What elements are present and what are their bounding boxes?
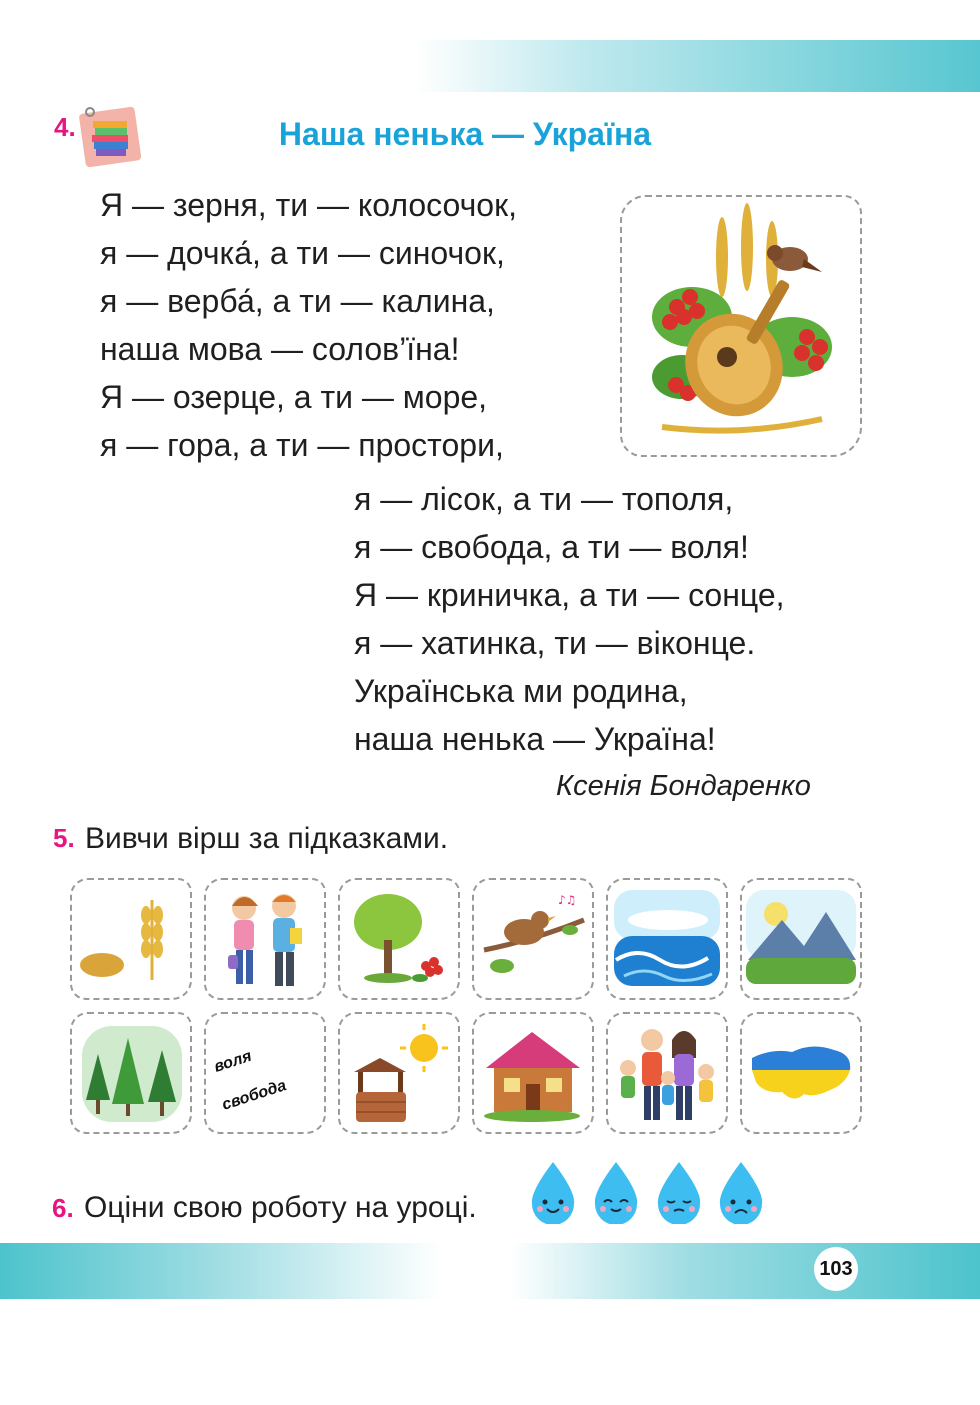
- poem-line: наша ненька — Україна!: [354, 721, 716, 757]
- hint-card-family: [606, 1012, 728, 1134]
- poem-line: Українська ми родина,: [354, 673, 688, 709]
- poem-line: я — дочка́, а ти — синочок,: [100, 235, 505, 271]
- poem-line: я — гора, а ти — простори,: [100, 427, 504, 463]
- ukraine-map-icon: [742, 1014, 860, 1132]
- nightingale-icon: [474, 880, 592, 998]
- header-band: [415, 40, 980, 92]
- willow-and-viburnum-icon: [340, 880, 458, 998]
- poem-line: наша мова — солов’їна!: [100, 331, 460, 367]
- poem-line: Я — зерня, ти — колосочок,: [100, 187, 517, 223]
- smiling-drop-icon[interactable]: [591, 1160, 641, 1224]
- poem-line: Я — озерце, а ти — море,: [100, 379, 488, 415]
- poem-author: Ксенія Бондаренко: [556, 770, 811, 802]
- hint-card-house: [472, 1012, 594, 1134]
- poem-line: я — свобода, а ти — воля!: [354, 529, 749, 565]
- poem-stanza-1: [100, 181, 517, 469]
- svg-text:♪♫: ♪♫: [558, 893, 577, 907]
- task-6-instruction: Оціни свою роботу на уроці.: [84, 1191, 477, 1224]
- hint-card-mountains: [740, 878, 862, 1000]
- well-and-sun-icon: [340, 1014, 458, 1132]
- poem-line: я — хатинка, ти — віконце.: [354, 625, 756, 661]
- word-volya: воля: [211, 1047, 254, 1076]
- poem-line: я — верба́, а ти — калина,: [100, 283, 495, 319]
- mountains-icon: [742, 880, 860, 998]
- hint-card-well: [338, 1012, 460, 1134]
- task-4-number: 4.: [54, 112, 76, 142]
- poem-title: Наша ненька — Україна: [278, 116, 652, 152]
- task-6-number: 6.: [52, 1193, 74, 1223]
- hint-card-ukraine: [740, 1012, 862, 1134]
- family-icon: [608, 1014, 726, 1132]
- house-icon: [474, 1014, 592, 1132]
- wheat-grain-icon: [72, 880, 190, 998]
- task-5-number: 5.: [53, 823, 75, 853]
- page-number: 103: [814, 1247, 858, 1291]
- bandura-illustration: [620, 195, 862, 457]
- hint-card-children: [204, 878, 326, 1000]
- forest-icon: [72, 1014, 190, 1132]
- hint-card-wheat: [70, 878, 192, 1000]
- girl-and-boy-icon: [206, 880, 324, 998]
- poem-line: Я — криничка, а ти — сонце,: [354, 577, 785, 613]
- sea-icon: [608, 880, 726, 998]
- sad-drop-icon[interactable]: [716, 1160, 766, 1224]
- happy-drop-icon[interactable]: [528, 1160, 578, 1224]
- hint-card-nightingale: [472, 878, 594, 1000]
- hint-card-words: [204, 1012, 326, 1134]
- hint-card-forest: [70, 1012, 192, 1134]
- task-5-instruction: Вивчи вірш за підказками.: [85, 822, 449, 855]
- neutral-drop-icon[interactable]: [654, 1160, 704, 1224]
- hint-card-willow: [338, 878, 460, 1000]
- hint-card-sea: [606, 878, 728, 1000]
- words-card-icon: [206, 1014, 324, 1132]
- word-svoboda: свобода: [219, 1077, 289, 1114]
- poem-line: я — лісок, а ти — тополя,: [354, 481, 734, 517]
- bandura-icon: [622, 197, 860, 455]
- poem-stanza-2: [354, 475, 785, 763]
